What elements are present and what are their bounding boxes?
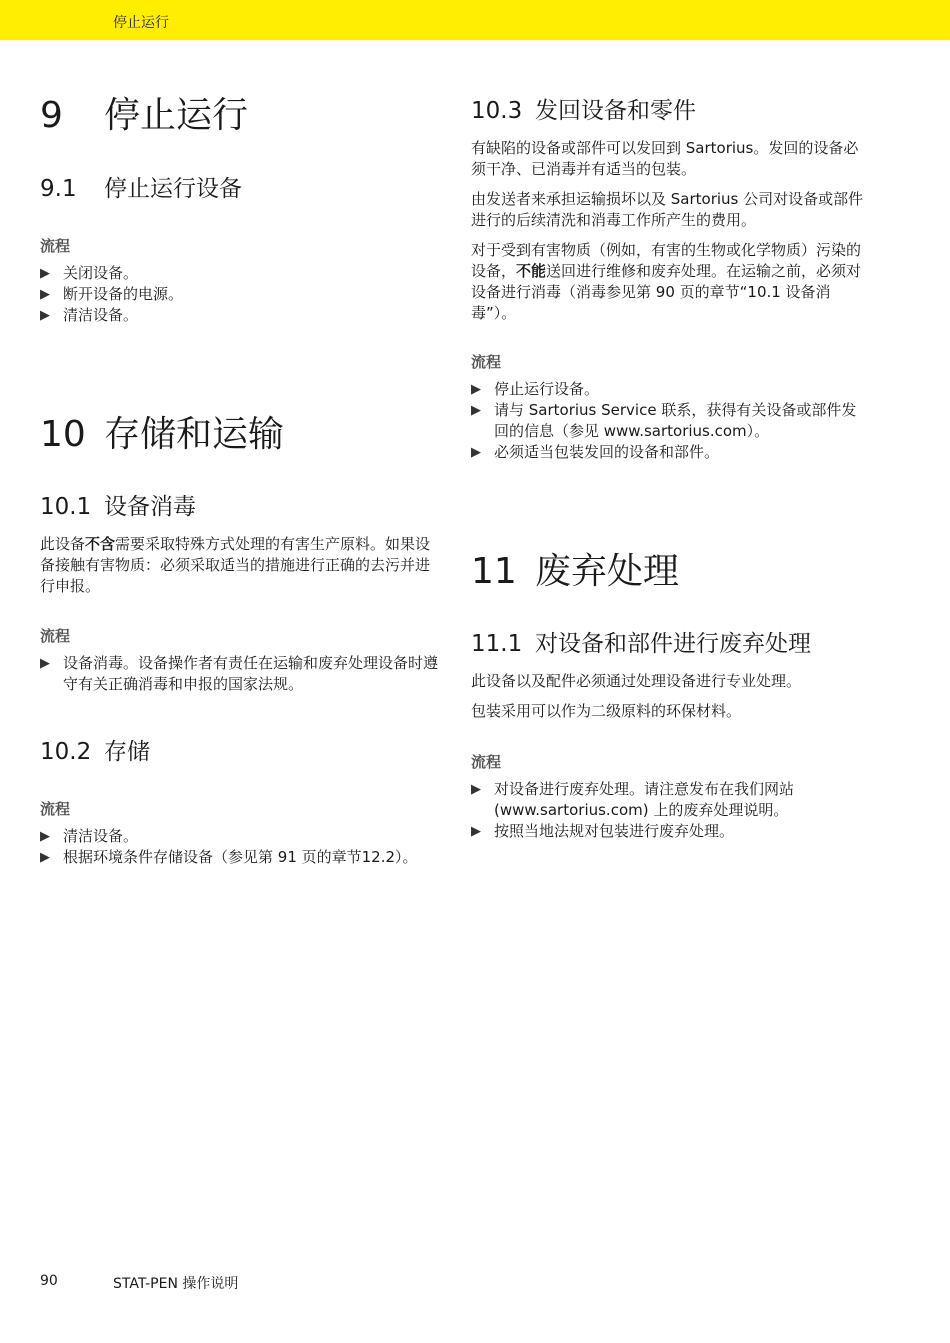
procedure-list-10-1 (40, 653, 440, 695)
procedure-label: 流程 (471, 353, 502, 371)
bullet-triangle-icon: ▶ (471, 445, 481, 460)
list-item: ▶ 清洁设备。 (40, 827, 139, 845)
chapter-number: 10 (40, 414, 86, 455)
procedure-list-10-3 (471, 379, 871, 463)
procedure-label: 流程 (471, 753, 502, 771)
section-title: 设备消毒 (104, 494, 196, 520)
header-title: 停止运行 (113, 15, 169, 31)
section-number: 10.1 (40, 494, 92, 520)
list-item: ▶ 清洁设备。 (40, 306, 139, 324)
chapter-title: 废弃处理 (535, 551, 680, 592)
chapter-number: 9 (40, 95, 63, 136)
bullet-triangle-icon: ▶ (471, 824, 481, 839)
bullet-triangle-icon: ▶ (40, 308, 50, 323)
chapter-title: 停止运行 (104, 95, 249, 136)
list-item: ▶ 关闭设备。 (40, 264, 139, 282)
procedure-list-9-1 (40, 263, 440, 326)
list-item: ▶ 根据环境条件存储设备（参见第 91 页的章节12.2）。 (40, 848, 418, 866)
bullet-triangle-icon: ▶ (471, 782, 481, 797)
list-item: ▶ 对设备进行废弃处理。请注意发布在我们网站 (www.sartorius.com) 上的废弃处理说明。 (471, 780, 795, 819)
list-item: ▶ 请与 Sartorius Service 联系，获得有关设备或部件发回的信息（参见 www.sartorius.com）。 (471, 401, 857, 440)
header-bar (0, 0, 950, 40)
section-10-1-paragraph: 此设备不含需要采取特殊方式处理的有害生产原料。如果设备接触有害物质：必须采取适当的措施进行正确的去污并进行申报。 (40, 535, 431, 595)
chapter-9-heading (40, 95, 248, 137)
section-10-3-paragraph-2: 由发送者来承担运输损坏以及 Sartorius 公司对设备或部件进行的后续清洗和消毒工作所产生的费用。 (471, 190, 864, 229)
chapter-number: 11 (471, 551, 517, 592)
footer-page-number: 90 (40, 1273, 58, 1289)
section-10-1-heading (40, 492, 196, 522)
section-10-3-paragraph-3: 对于受到有害物质（例如，有害的生物或化学物质）污染的设备，不能送回进行维修和废弃处理。在运输之前，必须对设备进行消毒（消毒参见第 90 页的章节“10.1 设备消毒”）。 (471, 241, 862, 322)
list-item: ▶ 停止运行设备。 (471, 380, 600, 398)
section-11-1-paragraph-2: 包装采用可以作为二级原料的环保材料。 (471, 702, 742, 720)
procedure-label: 流程 (40, 237, 71, 255)
section-10-2-heading (40, 737, 150, 767)
list-item: ▶ 必须适当包装发回的设备和部件。 (471, 443, 720, 461)
bullet-triangle-icon: ▶ (40, 850, 50, 865)
list-item: ▶ 按照当地法规对包装进行废弃处理。 (471, 822, 735, 840)
procedure-label: 流程 (40, 627, 71, 645)
list-item: ▶ 断开设备的电源。 (40, 285, 184, 303)
bullet-triangle-icon: ▶ (40, 829, 50, 844)
bullet-triangle-icon: ▶ (471, 403, 481, 418)
section-number: 9.1 (40, 176, 77, 202)
section-title: 对设备和部件进行废弃处理 (535, 631, 811, 657)
section-10-3-paragraph-1: 有缺陷的设备或部件可以发回到 Sartorius。发回的设备必须干净、已消毒并有适当的包装。 (471, 139, 859, 178)
section-number: 11.1 (471, 631, 523, 657)
chapter-title: 存储和运输 (104, 414, 285, 455)
section-9-1-heading (40, 174, 242, 204)
bullet-triangle-icon: ▶ (40, 266, 50, 281)
section-number: 10.3 (471, 98, 523, 124)
procedure-list-11-1 (471, 779, 871, 842)
section-title: 停止运行设备 (104, 176, 242, 202)
procedure-list-10-2 (40, 826, 440, 868)
section-11-1-heading (471, 629, 811, 659)
list-item: ▶ 设备消毒。设备操作者有责任在运输和废弃处理设备时遵守有关正确消毒和申报的国家法规。 (40, 654, 439, 693)
procedure-label: 流程 (40, 800, 71, 818)
section-title: 发回设备和零件 (535, 98, 696, 124)
bullet-triangle-icon: ▶ (40, 287, 50, 302)
section-11-1-paragraph-1: 此设备以及配件必须通过处理设备进行专业处理。 (471, 672, 802, 690)
section-10-3-heading (471, 96, 696, 126)
chapter-10-heading (40, 414, 284, 456)
footer-document-title: STAT-PEN 操作说明 (113, 1276, 239, 1292)
bullet-triangle-icon: ▶ (40, 656, 50, 671)
section-number: 10.2 (40, 739, 92, 765)
chapter-11-heading (471, 551, 679, 593)
bullet-triangle-icon: ▶ (471, 382, 481, 397)
section-title: 存储 (104, 739, 150, 765)
